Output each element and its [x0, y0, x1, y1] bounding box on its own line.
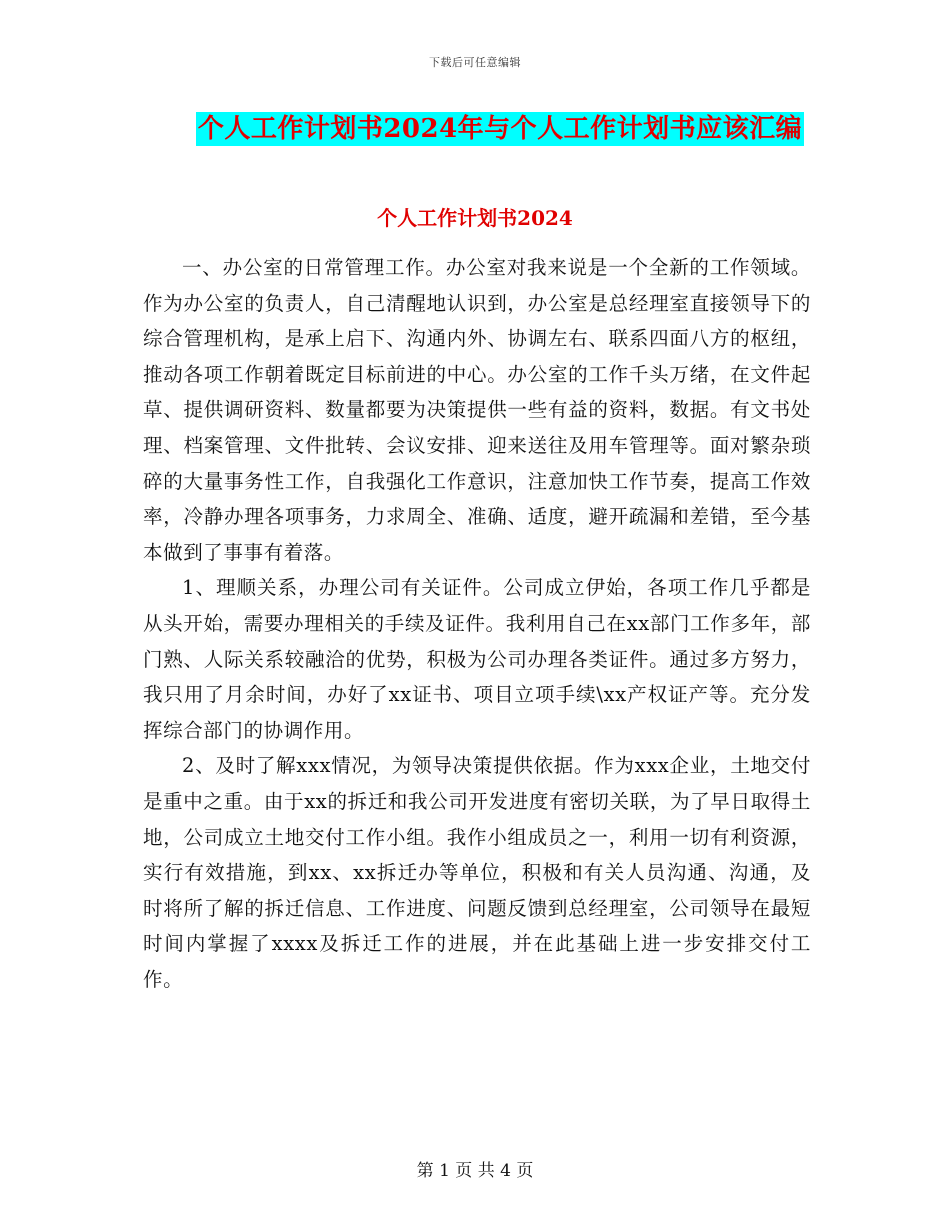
main-title-container	[0, 112, 950, 146]
paragraph-3: 2、及时了解xxx情况，为领导决策提供依据。作为xxx企业，土地交付是重中之重。由于xx的拆迁和我公司开发进度有密切关联，为了早日取得土地，公司成立土地交付工作小组。我作小组成员之一，利用一切有利资源，实行有效措施，到xx、xx拆迁办等单位，积极和有关人员沟通、沟通，及时将所了解的拆迁信息、工作进度、问题反馈到总经理室，公司领导在最短时间内掌握了xxxx及拆迁工作的进展，并在此基础上进一步安排交付工作。	[143, 754, 811, 991]
sub-title: 个人工作计划书2024	[377, 206, 573, 230]
paragraph-1: 一、办公室的日常管理工作。办公室对我来说是一个全新的工作领域。作为办公室的负责人，自己清醒地认识到，办公室是总经理室直接领导下的综合管理机构，是承上启下、沟通内外、协调左右、联系四面八方的枢纽，推动各项工作朝着既定目标前进的中心。办公室的工作千头万绪，在文件起草、提供调研资料、数量都要为决策提供一些有益的资料，数据。有文书处理、档案管理、文件批转、会议安排、迎来送往及用车管理等。面对繁杂琐碎的大量事务性工作，自我强化工作意识，注意加快工作节奏，提高工作效率，冷静办理各项事务，力求周全、准确、适度，避开疏漏和差错，至今基本做到了事事有着落。	[143, 256, 811, 564]
main-title: 个人工作计划书2024年与个人工作计划书应该汇编	[197, 114, 803, 144]
page-footer: 第 1 页 共 4 页	[416, 1161, 534, 1181]
paragraph-2: 1、理顺关系，办理公司有关证件。公司成立伊始，各项工作几乎都是从头开始，需要办理相关的手续及证件。我利用自己在xx部门工作多年，部门熟、人际关系较融洽的优势，积极为公司办理各类证件。通过多方努力，我只用了月余时间，办好了xx证书、项目立项手续\xx产权证产等。充分发挥综合部门的协调作用。	[143, 576, 811, 742]
document-body	[143, 250, 811, 997]
header-note: 下载后可任意编辑	[429, 56, 521, 69]
